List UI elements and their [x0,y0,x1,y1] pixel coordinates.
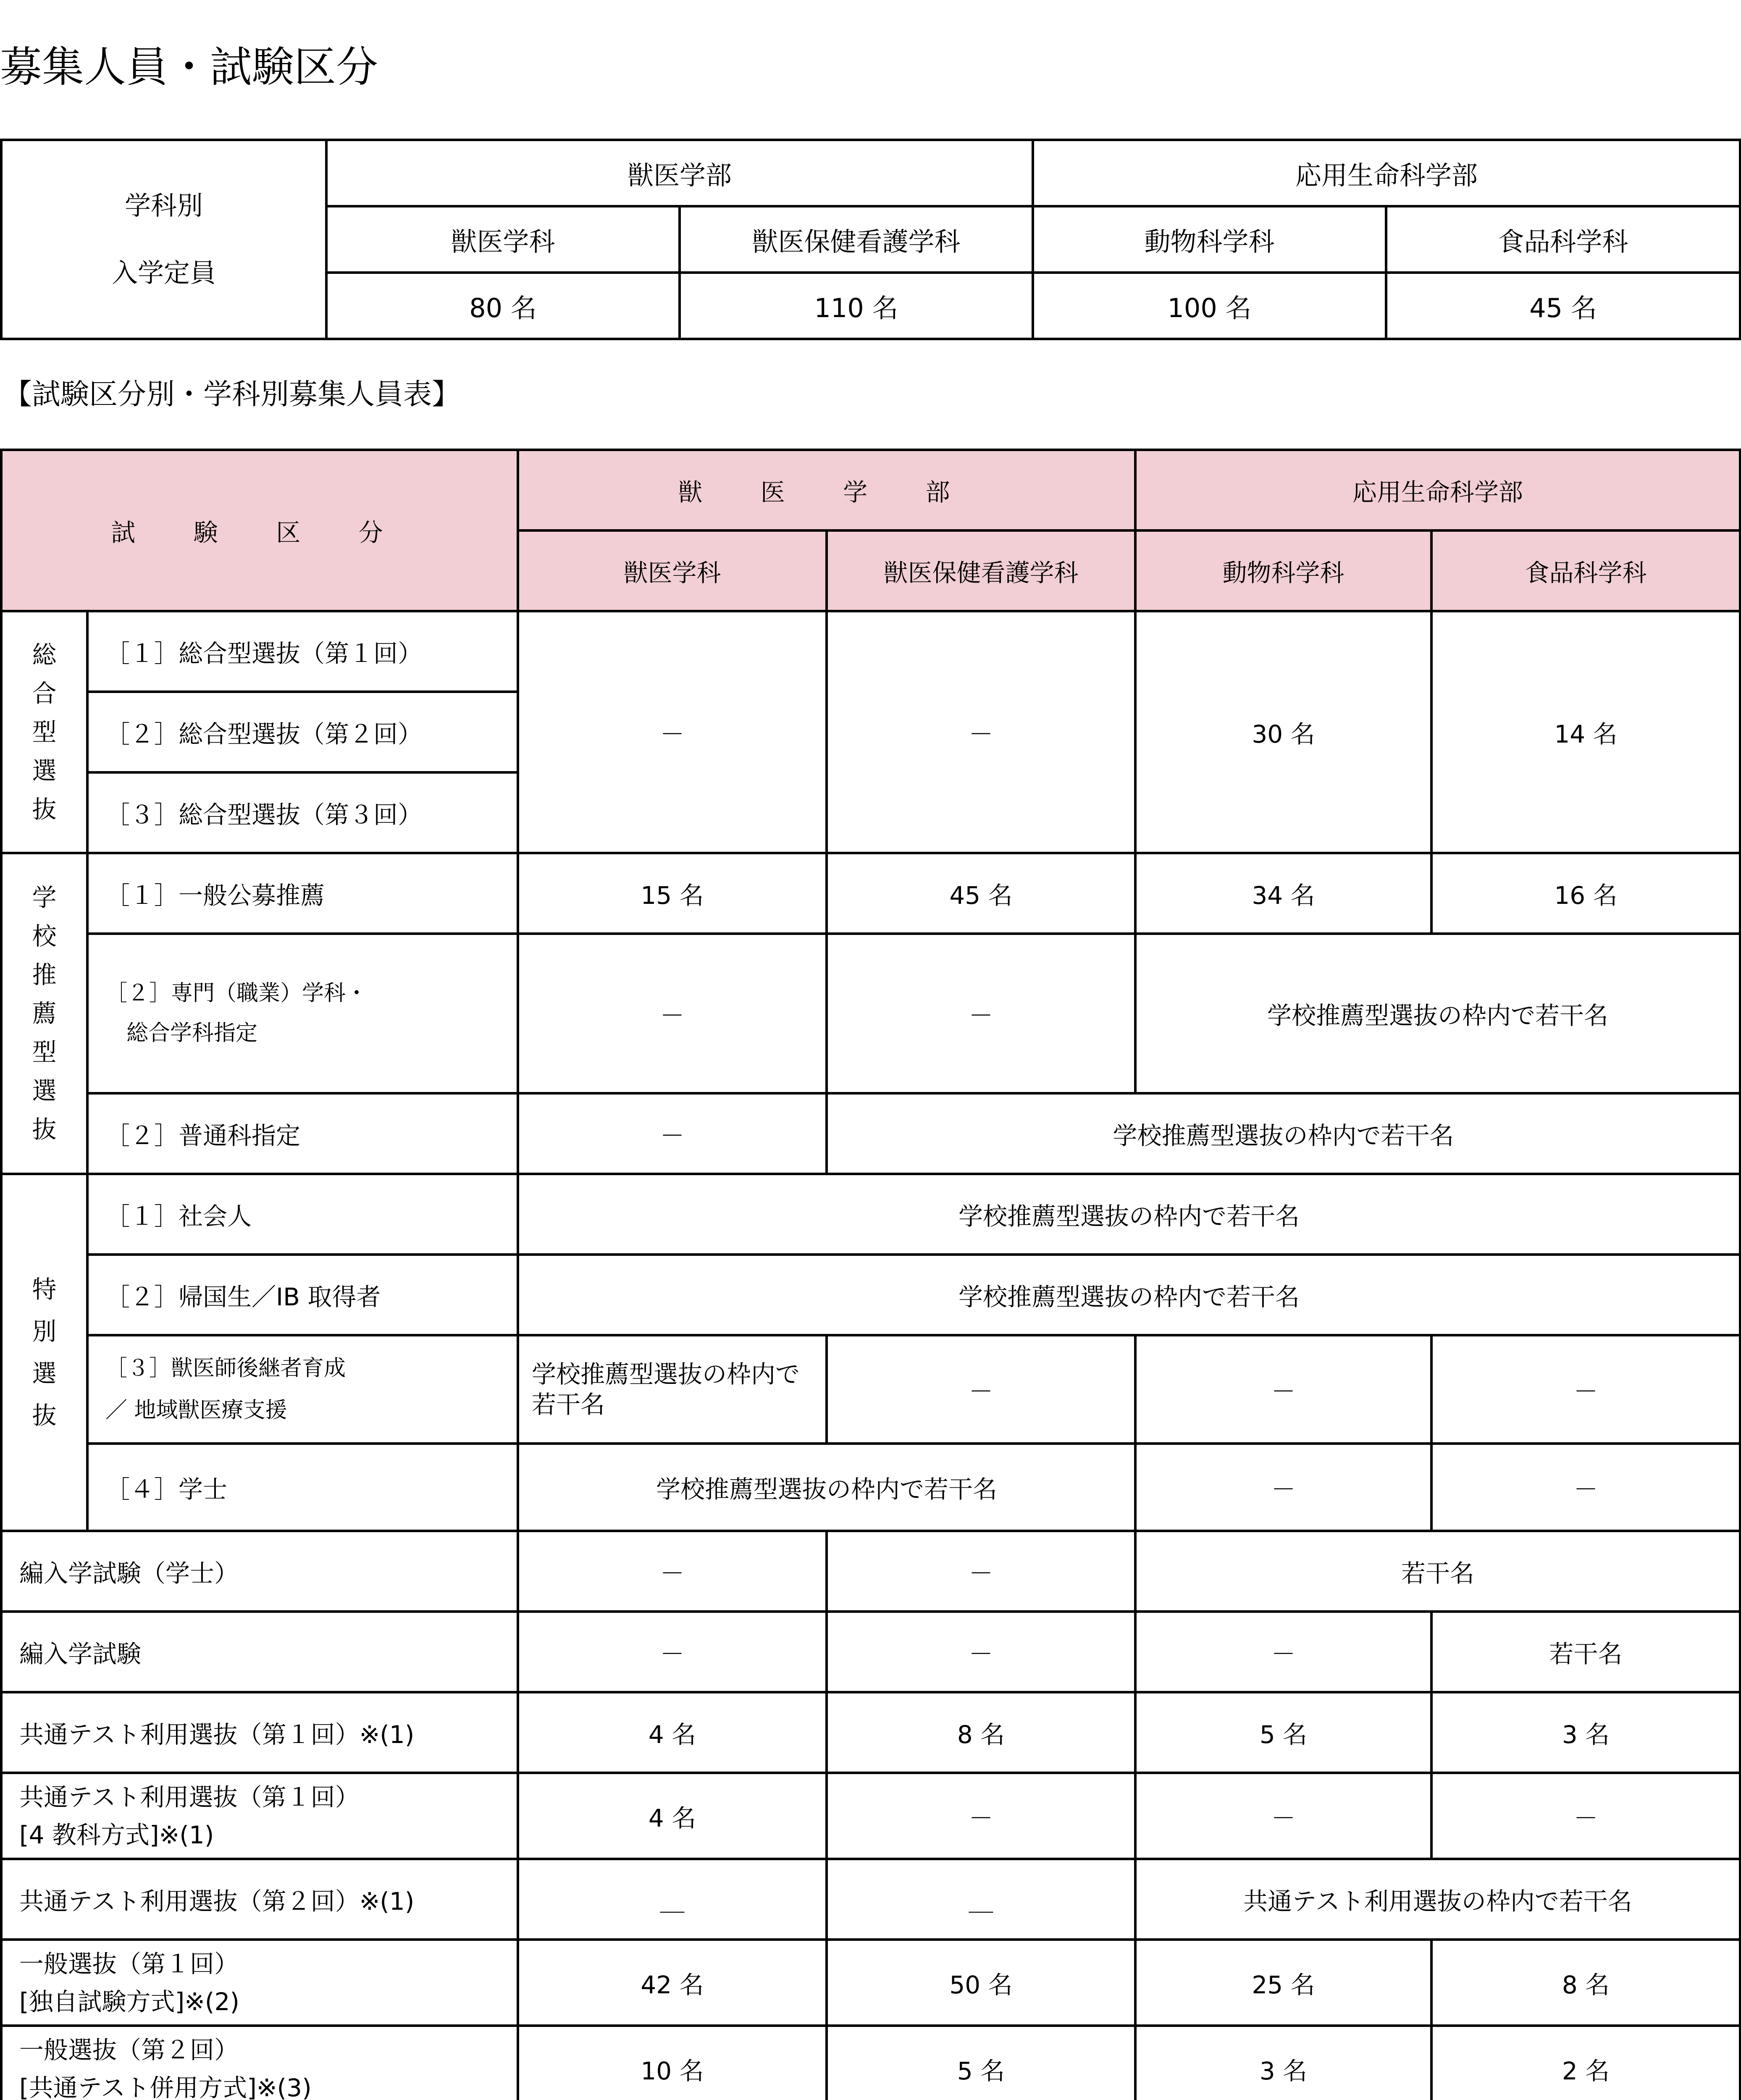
cell: 4 名 [518,1773,827,1859]
row-label: ［２］総合型選抜（第２回） [87,692,518,772]
row-label-line: 一般選抜（第１回） [19,1949,239,1978]
cell: － [827,1773,1135,1859]
group-sogo [1,611,87,853]
cell: 3 名 [1431,1692,1740,1773]
capacity-value-vet: 80 名 [326,273,680,339]
cell: 学校推薦型選抜の枠内で若干名 [518,1174,1740,1255]
cell: － [1431,1335,1740,1444]
cell: 16 名 [1431,853,1740,934]
header-faculty-vet [518,450,1135,530]
row-label-line: 総合学科指定 [126,1021,258,1046]
capacity-row-header-line2: 入学定員 [111,257,216,288]
capacity-dept-food: 食品科学科 [1386,206,1740,273]
cell: － [1135,1444,1431,1531]
header-dept-animal: 動物科学科 [1135,530,1431,611]
capacity-value-vetnurse: 110 名 [680,273,1033,339]
row-label [1,1940,518,2026]
row-label: 編入学試験 [1,1612,518,1692]
cell: － [1135,1335,1431,1444]
header-dept-vetnurse: 獣医保健看護学科 [827,530,1135,611]
group-special-label: 特別選抜 [32,1275,57,1430]
row-label [87,934,518,1093]
row-label [1,2026,518,2100]
cell: － [827,934,1135,1093]
cell: 共通テスト利用選抜の枠内で若干名 [1135,1859,1740,1940]
cell: － [518,1531,827,1612]
cell: 34 名 [1135,853,1431,934]
group-sogo-label: 総合型選抜 [32,640,57,824]
page-title: 募集人員・試験区分 [0,42,378,92]
capacity-value-food: 45 名 [1386,273,1740,339]
row-label: ［１］総合型選抜（第１回） [87,611,518,692]
cell: 42 名 [518,1940,827,2026]
cell: ＿ [518,1859,827,1940]
cell: 10 名 [518,2026,827,2100]
capacity-value-animal: 100 名 [1033,273,1386,339]
cell: ＿ [827,1859,1135,1940]
cell: 5 名 [827,2026,1135,2100]
cell: 学校推薦型選抜の枠内で若干名 [1135,934,1740,1093]
cell: － [518,1093,827,1174]
capacity-row-header-line1: 学科別 [124,190,203,221]
row-label: ［１］一般公募推薦 [87,853,518,934]
cell: － [518,934,827,1093]
cell: 45 名 [827,853,1135,934]
row-label: 編入学試験（学士） [1,1531,518,1612]
cell: 3 名 [1135,2026,1431,2100]
row-label-line: [4 教科方式]※(1) [19,1820,214,1849]
row-label: 共通テスト利用選抜（第１回）※(1) [1,1692,518,1773]
capacity-dept-vetnurse: 獣医保健看護学科 [680,206,1033,273]
cell: － [1135,1612,1431,1692]
capacity-dept-vet: 獣医学科 [326,206,680,273]
group-school-label: 学校推薦型選抜 [32,883,57,1144]
cell: － [827,1612,1135,1692]
capacity-row-header [1,140,326,339]
row-label: ［２］普通科指定 [87,1093,518,1174]
capacity-table [0,139,1741,340]
cell: － [1135,1773,1431,1859]
cell: － [827,611,1135,853]
row-label: ［４］学士 [87,1444,518,1531]
header-category-label: 試 験 区 分 [111,518,408,547]
row-label [87,1335,518,1444]
cell: 8 名 [827,1692,1135,1773]
row-label: ［１］社会人 [87,1174,518,1255]
cell: 学校推薦型選抜の枠内で若干名 [827,1093,1740,1174]
cell: 5 名 [1135,1692,1431,1773]
header-faculty-vet-label: 獣 医 学 部 [678,478,975,507]
cell-text: 学校推薦型選抜の枠内で若干名 [532,1360,800,1419]
row-label-line: ／ 地域獣医療支援 [105,1398,287,1423]
cell: － [1431,1773,1740,1859]
row-label-line: ［３］獣医師後継者育成 [105,1356,346,1381]
capacity-faculty-life: 応用生命科学部 [1033,140,1740,206]
row-label-line: [共通テスト併用方式]※(3) [19,2073,312,2100]
exam-table [0,449,1741,2100]
cell: 50 名 [827,1940,1135,2026]
cell: 15 名 [518,853,827,934]
header-faculty-life: 応用生命科学部 [1135,450,1740,530]
cell: 若干名 [1135,1531,1740,1612]
group-school [1,853,87,1174]
cell: － [518,1612,827,1692]
row-label: ［３］総合型選抜（第３回） [87,772,518,853]
row-label-line: 共通テスト利用選抜（第１回） [19,1782,360,1811]
row-label-line: 一般選抜（第２回） [19,2035,239,2064]
header-dept-food: 食品科学科 [1431,530,1740,611]
section-subtitle: 【試験区分別・学科別募集人員表】 [3,378,461,411]
cell: 2 名 [1431,2026,1740,2100]
row-label-line: [独自試験方式]※(2) [19,1987,240,2016]
cell: 14 名 [1431,611,1740,853]
cell: 4 名 [518,1692,827,1773]
row-label-line: ［２］専門（職業）学科・ [105,981,368,1006]
cell: 25 名 [1135,1940,1431,2026]
cell: 学校推薦型選抜の枠内で若干名 [518,1255,1740,1335]
group-special [1,1174,87,1531]
cell: 学校推薦型選抜の枠内で若干名 [518,1444,1135,1531]
cell: － [1431,1444,1740,1531]
cell: 若干名 [1431,1612,1740,1692]
capacity-dept-animal: 動物科学科 [1033,206,1386,273]
capacity-faculty-vet: 獣医学部 [326,140,1033,206]
header-dept-vet: 獣医学科 [518,530,827,611]
cell: 30 名 [1135,611,1431,853]
row-label: ［２］帰国生／IB 取得者 [87,1255,518,1335]
header-category [1,450,518,611]
row-label: 共通テスト利用選抜（第２回）※(1) [1,1859,518,1940]
cell: － [827,1531,1135,1612]
row-label [1,1773,518,1859]
cell: 8 名 [1431,1940,1740,2026]
cell [518,1335,827,1444]
cell: － [518,611,827,853]
cell: － [827,1335,1135,1444]
